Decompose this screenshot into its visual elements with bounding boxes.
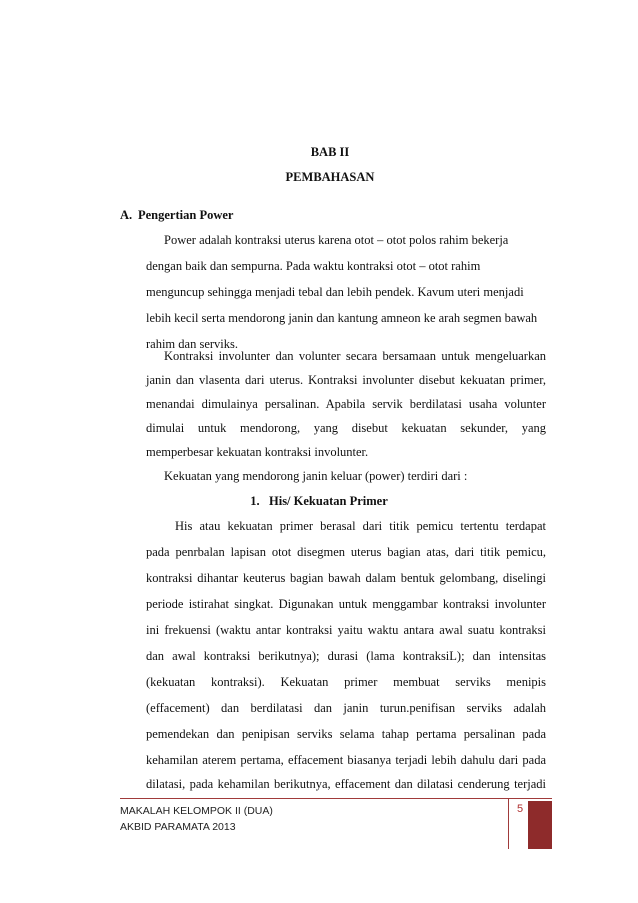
- footer-line-1: MAKALAH KELOMPOK II (DUA): [120, 805, 273, 817]
- footer-text: [120, 803, 273, 835]
- paragraph-line: dan awal kontraksi berikutnya); durasi (lama kontraksiL); dan intensitas: [146, 649, 546, 663]
- subheading-title: His/ Kekuatan Primer: [269, 494, 388, 508]
- footer-line-2: AKBID PARAMATA 2013: [120, 821, 236, 833]
- paragraph-line: Kekuatan yang mendorong janin keluar (power) terdiri dari :: [164, 469, 468, 483]
- paragraph-line: menguncup sehingga menjadi tebal dan lebih pendek. Kavum uteri menjadi: [146, 285, 524, 299]
- paragraph-line: lebih kecil serta mendorong janin dan kantung amneon ke arah segmen bawah: [146, 311, 538, 325]
- paragraph-line: (kekuatan kontraksi). Kekuatan primer membuat serviks menipis: [146, 675, 546, 689]
- paragraph-line: Kontraksi involunter dan volunter secara bersamaan untuk mengeluarkan: [164, 349, 546, 363]
- chapter-title: PEMBAHASAN: [285, 170, 375, 184]
- paragraph-line: memperbesar kekuatan kontraksi involunter.: [146, 445, 369, 459]
- section-letter: A.: [120, 208, 133, 222]
- subheading: [0, 494, 638, 509]
- paragraph-line: pemendekan dan penipisan serviks selama tahap pertama persalinan pada: [146, 727, 546, 741]
- paragraph-line: kontraksi dihantar keuterus bagian bawah dalam bentuk gelombang, diselingi: [146, 571, 546, 585]
- paragraph-line: dengan baik dan sempurna. Pada waktu kontraksi otot – otot rahim: [146, 259, 481, 273]
- section-heading: [120, 208, 233, 223]
- subheading-number: 1.: [250, 494, 260, 508]
- paragraph-line: ini frekuensi (waktu antar kontraksi yaitu waktu antara awal suatu kontraksi: [146, 623, 546, 637]
- footer-rule: [120, 798, 552, 799]
- page-number: 5: [508, 799, 553, 849]
- chapter-number: BAB II: [310, 145, 350, 159]
- paragraph-line: periode istirahat singkat. Digunakan untuk menggambar kontraksi involunter: [146, 597, 546, 611]
- paragraph-line: dilatasi, pada kehamilan berikutnya, effacement dan dilatasi cenderung terjadi: [146, 777, 546, 791]
- paragraph-line: rahim dan serviks.: [146, 337, 238, 351]
- paragraph-line: Power adalah kontraksi uterus karena otot – otot polos rahim bekerja: [164, 233, 509, 247]
- paragraph-line: His atau kekuatan primer berasal dari titik pemicu tertentu terdapat: [175, 519, 546, 533]
- paragraph-line: pada penrbalan lapisan otot disegmen uterus bagian atas, dari titik pemicu,: [146, 545, 546, 559]
- paragraph-line: (effacement) dan berdilatasi dan janin turun.penifisan serviks adalah: [146, 701, 546, 715]
- paragraph-line: kehamilan aterem pertama, effacement biasanya terjadi lebih dahulu dari pada: [146, 753, 546, 767]
- paragraph-line: janin dan vlasenta dari uterus. Kontraksi involunter disebut kekuatan primer,: [146, 373, 546, 387]
- paragraph-line: dimulai untuk mendorong, yang disebut kekuatan sekunder, yang: [146, 421, 546, 435]
- section-title-text: Pengertian Power: [138, 208, 234, 222]
- paragraph-line: menandai dimulainya persalinan. Apabila servik berdilatasi usaha volunter: [146, 397, 546, 411]
